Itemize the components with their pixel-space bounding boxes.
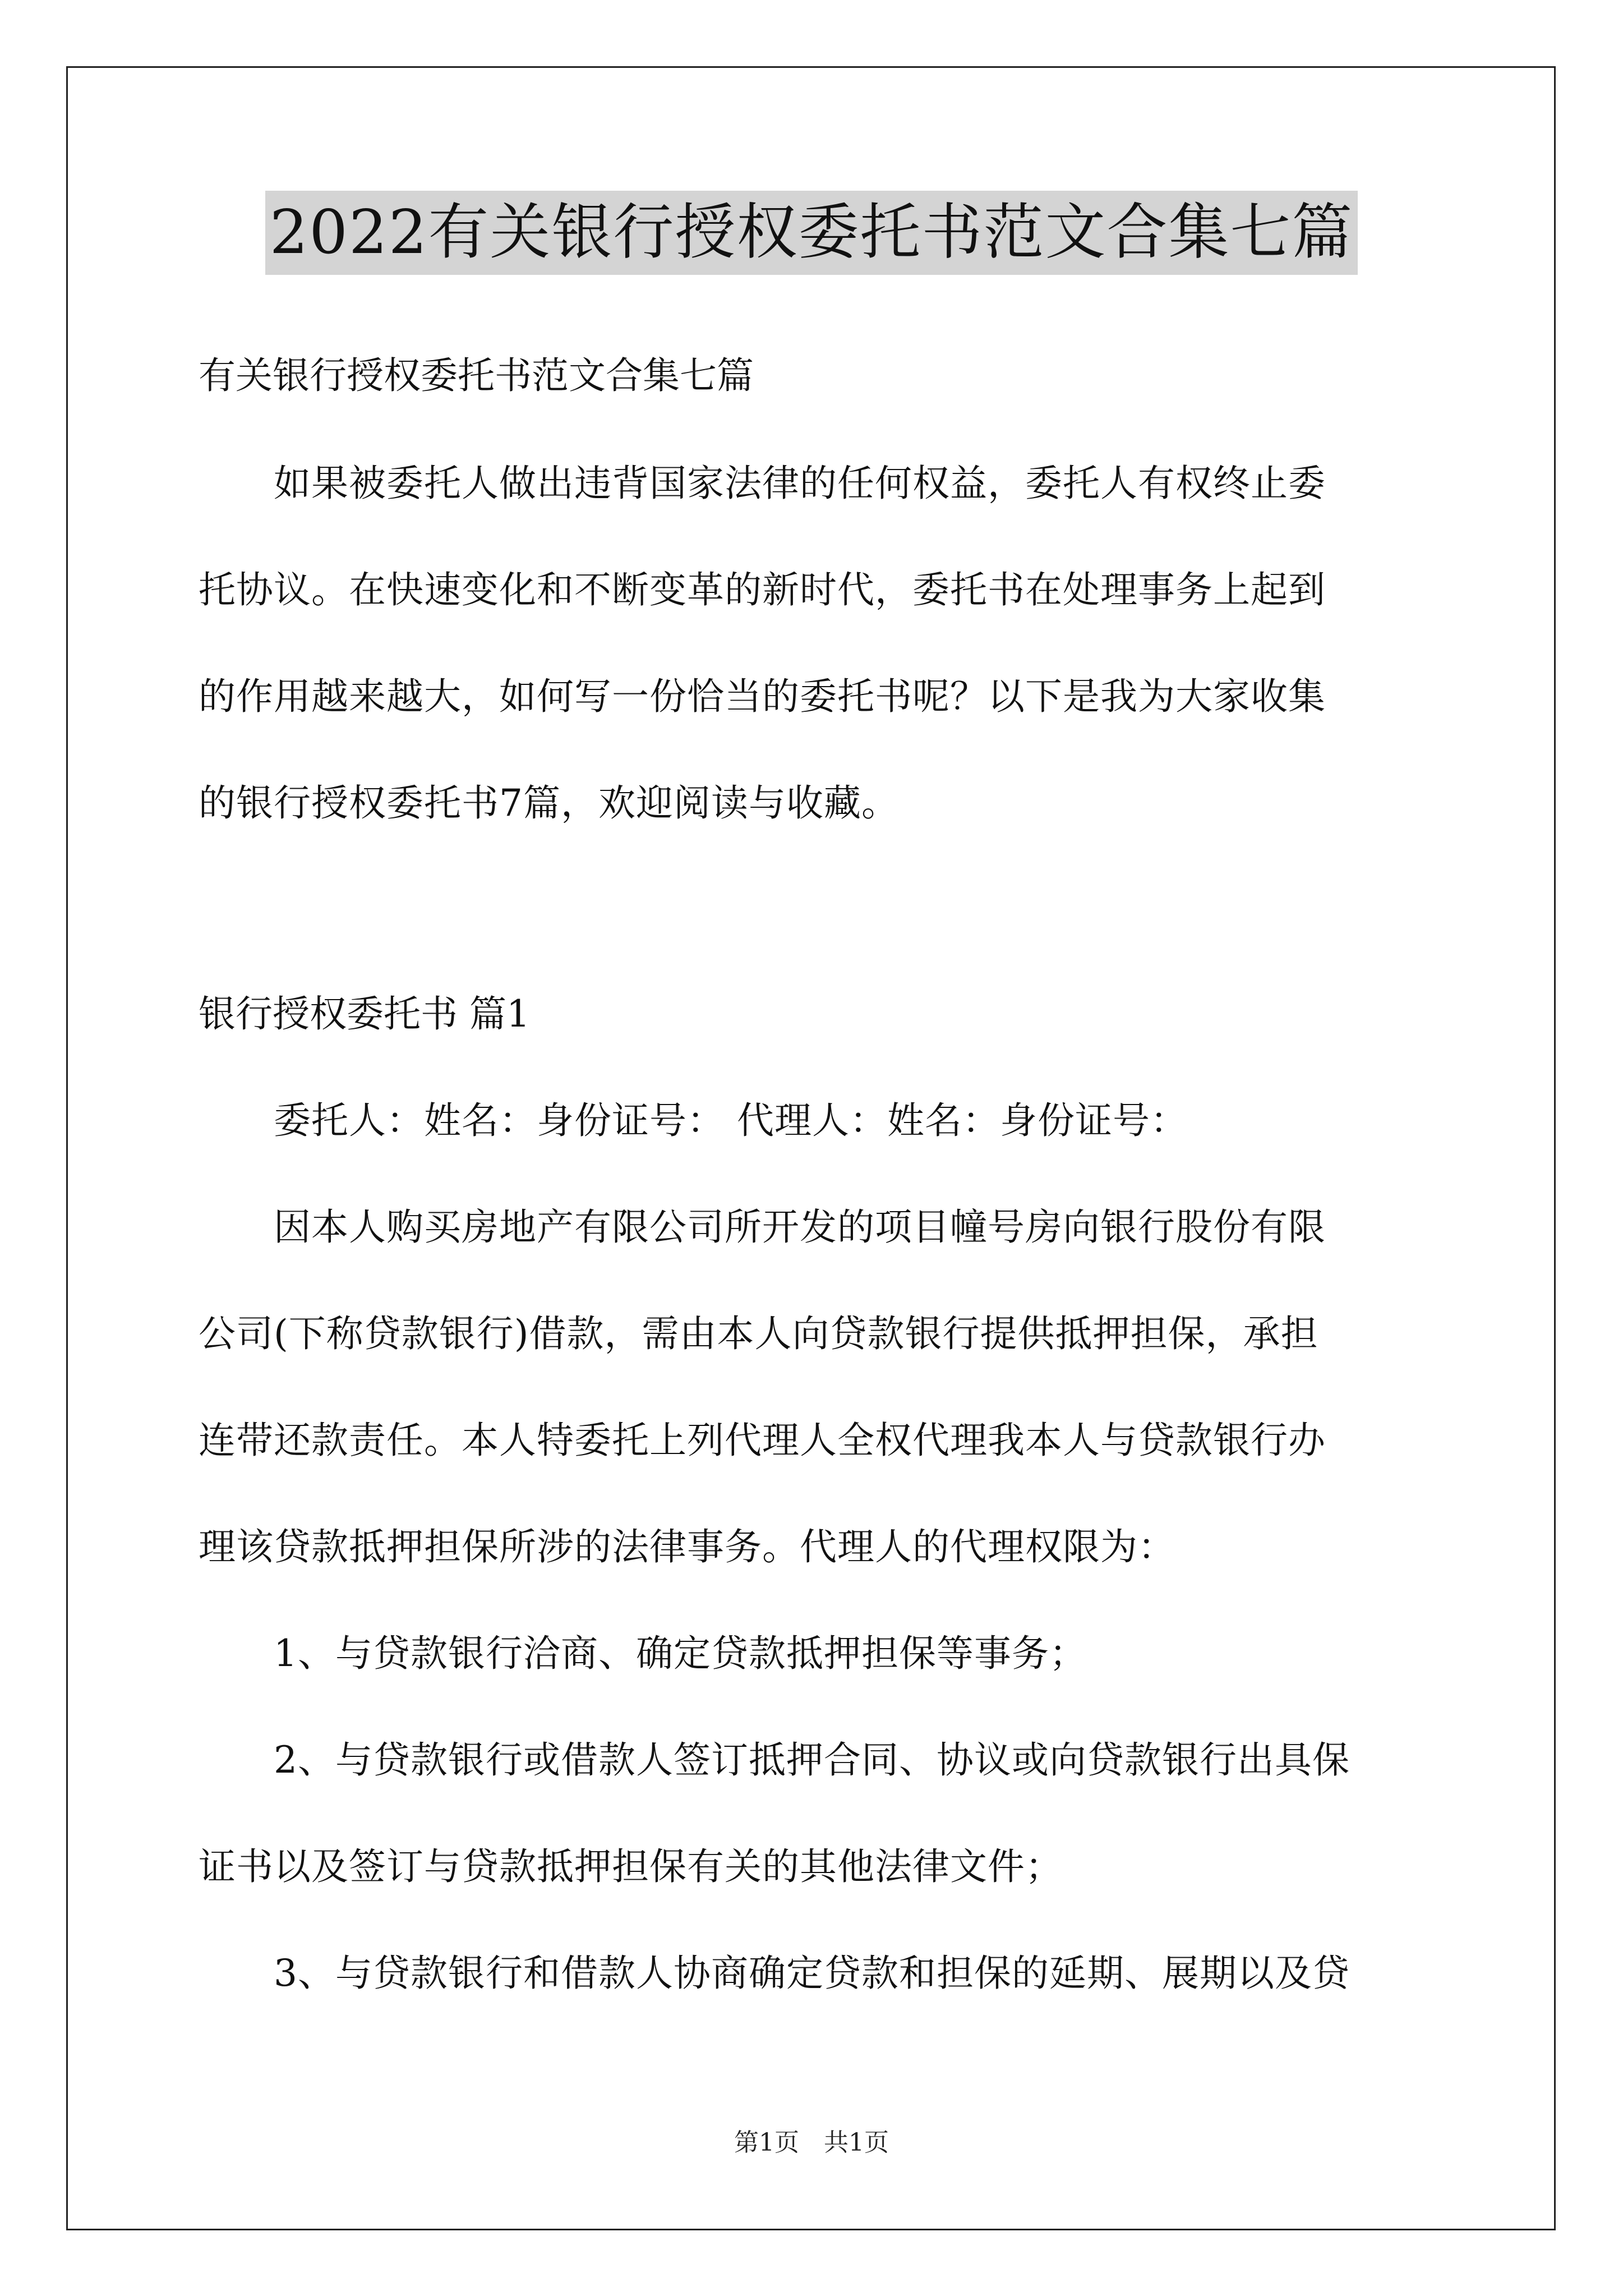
main-line: 因本人购买房地产有限公司所开发的项目幢号房向银行股份有限 (199, 1205, 1326, 1249)
main-paragraph (199, 1205, 1432, 1631)
title-container (0, 191, 1623, 275)
list-item-1: 1、与贷款银行洽商、确定贷款抵押担保等事务； (199, 1632, 1087, 1675)
list-item-2-line: 证书以及签订与贷款抵押担保有关的其他法律文件； (199, 1845, 1063, 1888)
section-heading: 银行授权委托书 篇1 (199, 992, 530, 1036)
intro-paragraph (199, 461, 1432, 887)
intro-line: 如果被委托人做出违背国家法律的任何权益，委托人有权终止委 (199, 462, 1326, 505)
main-line: 理该贷款抵押担保所涉的法律事务。代理人的代理权限为： (199, 1525, 1175, 1568)
list-item-2 (199, 1738, 1432, 1951)
intro-line: 托协议。在快速变化和不断变革的新时代，委托书在处理事务上起到 (199, 568, 1326, 611)
intro-line: 的作用越来越大，如何写一份恰当的委托书呢？以下是我为大家收集 (199, 675, 1326, 718)
document-title: 2022有关银行授权委托书范文合集七篇 (265, 191, 1358, 275)
main-line: 连带还款责任。本人特委托上列代理人全权代理我本人与贷款银行办 (199, 1419, 1326, 1462)
parties-line: 委托人：姓名：身份证号： 代理人：姓名：身份证号： (199, 1099, 1188, 1142)
page-footer: 第1页 共1页 (734, 2128, 889, 2157)
document-subtitle: 有关银行授权委托书范文合集七篇 (199, 354, 754, 397)
intro-line: 的银行授权委托书7篇，欢迎阅读与收藏。 (199, 781, 899, 825)
main-line: 公司(下称贷款银行)借款，需由本人向贷款银行提供抵押担保，承担 (199, 1312, 1318, 1355)
list-item-2-line: 2、与贷款银行或借款人签订抵押合同、协议或向贷款银行出具保 (199, 1738, 1350, 1782)
list-item-3: 3、与贷款银行和借款人协商确定贷款和担保的延期、展期以及贷 (199, 1952, 1350, 1995)
